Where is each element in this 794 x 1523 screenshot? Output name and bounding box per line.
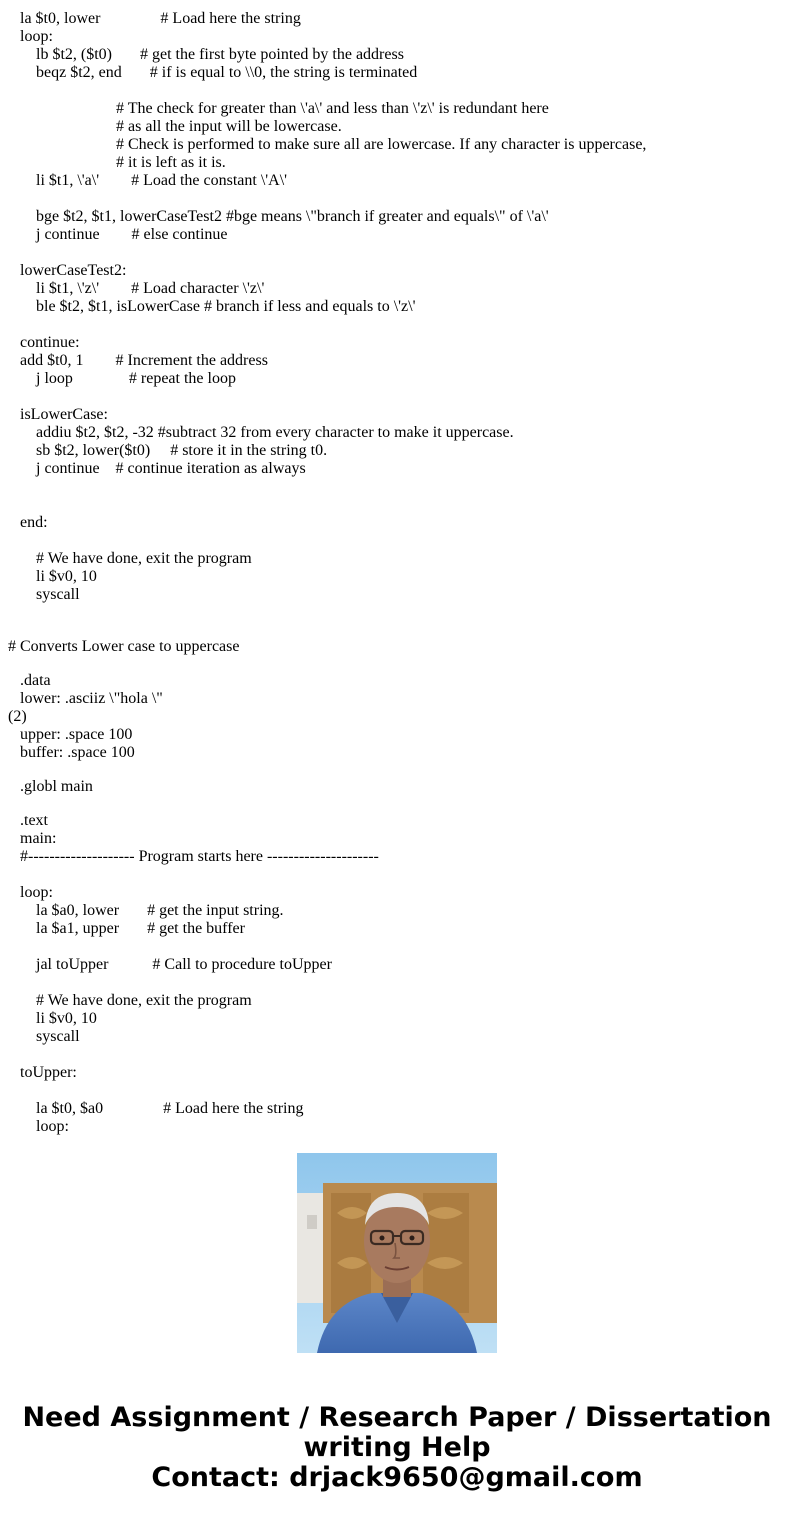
- code-line: main:: [20, 830, 57, 847]
- code-line: li $v0, 10: [36, 568, 97, 585]
- code-line: j loop # repeat the loop: [36, 370, 236, 387]
- banner-line: Need Assignment / Research Paper / Dissertation: [22, 1402, 772, 1433]
- author-photo: [297, 1153, 497, 1353]
- code-line: # Check is performed to make sure all are lowercase. If any character is uppercase,: [116, 136, 647, 153]
- code-line: addiu $t2, $t2, -32 #subtract 32 from every character to make it uppercase.: [36, 424, 514, 441]
- code-line: ble $t2, $t1, isLowerCase # branch if less and equals to \'z\': [36, 298, 416, 315]
- code-line: syscall: [36, 1028, 80, 1045]
- code-line: upper: .space 100: [20, 726, 133, 743]
- code-line: la $a1, upper # get the buffer: [36, 920, 245, 937]
- code-line: li $t1, \'z\' # Load character \'z\': [36, 280, 265, 297]
- code-line: lb $t2, ($t0) # get the first byte pointed by the address: [36, 46, 404, 63]
- code-line: li $t1, \'a\' # Load the constant \'A\': [36, 172, 288, 189]
- code-line: buffer: .space 100: [20, 744, 135, 761]
- code-line: lower: .asciiz \"hola \": [20, 690, 163, 707]
- code-line: loop:: [20, 28, 53, 45]
- code-line: # as all the input will be lowercase.: [116, 118, 342, 135]
- code-line: jal toUpper # Call to procedure toUpper: [36, 956, 332, 973]
- code-line: j continue # continue iteration as always: [36, 460, 306, 477]
- code-line: beqz $t2, end # if is equal to \\0, the string is terminated: [36, 64, 418, 81]
- code-line: isLowerCase:: [20, 406, 108, 423]
- contact-banner: [0, 1403, 794, 1493]
- code-line: la $t0, lower # Load here the string: [20, 10, 301, 27]
- code-line: .text: [20, 812, 48, 829]
- code-line: continue:: [20, 334, 80, 351]
- code-line: .globl main: [20, 778, 93, 795]
- code-line: li $v0, 10: [36, 1010, 97, 1027]
- code-line: end:: [20, 514, 48, 531]
- code-line: la $a0, lower # get the input string.: [36, 902, 284, 919]
- code-line: (2): [8, 708, 27, 725]
- code-line: loop:: [36, 1118, 69, 1135]
- code-line: j continue # else continue: [36, 226, 228, 243]
- code-line: # The check for greater than \'a\' and less than \'z\' is redundant here: [116, 100, 549, 117]
- code-line: # Converts Lower case to uppercase: [8, 638, 240, 655]
- code-line: lowerCaseTest2:: [20, 262, 127, 279]
- code-line: loop:: [20, 884, 53, 901]
- code-line: # We have done, exit the program: [36, 992, 252, 1009]
- code-line: add $t0, 1 # Increment the address: [20, 352, 268, 369]
- code-listing: [0, 10, 794, 1135]
- code-line: la $t0, $a0 # Load here the string: [36, 1100, 304, 1117]
- code-line: .data: [20, 672, 51, 689]
- code-line: syscall: [36, 586, 80, 603]
- contact-email: Contact: drjack9650@gmail.com: [151, 1462, 643, 1493]
- code-line: toUpper:: [20, 1064, 77, 1081]
- code-line: sb $t2, lower($t0) # store it in the string t0.: [36, 442, 328, 459]
- author-portrait-image: [297, 1153, 497, 1353]
- banner-line: writing Help: [303, 1432, 491, 1463]
- code-line: #-------------------- Program starts here ---------------------: [20, 848, 379, 865]
- code-line: # it is left as it is.: [116, 154, 226, 171]
- code-line: # We have done, exit the program: [36, 550, 252, 567]
- code-line: bge $t2, $t1, lowerCaseTest2 #bge means \"branch if greater and equals\" of \'a\': [36, 208, 549, 225]
